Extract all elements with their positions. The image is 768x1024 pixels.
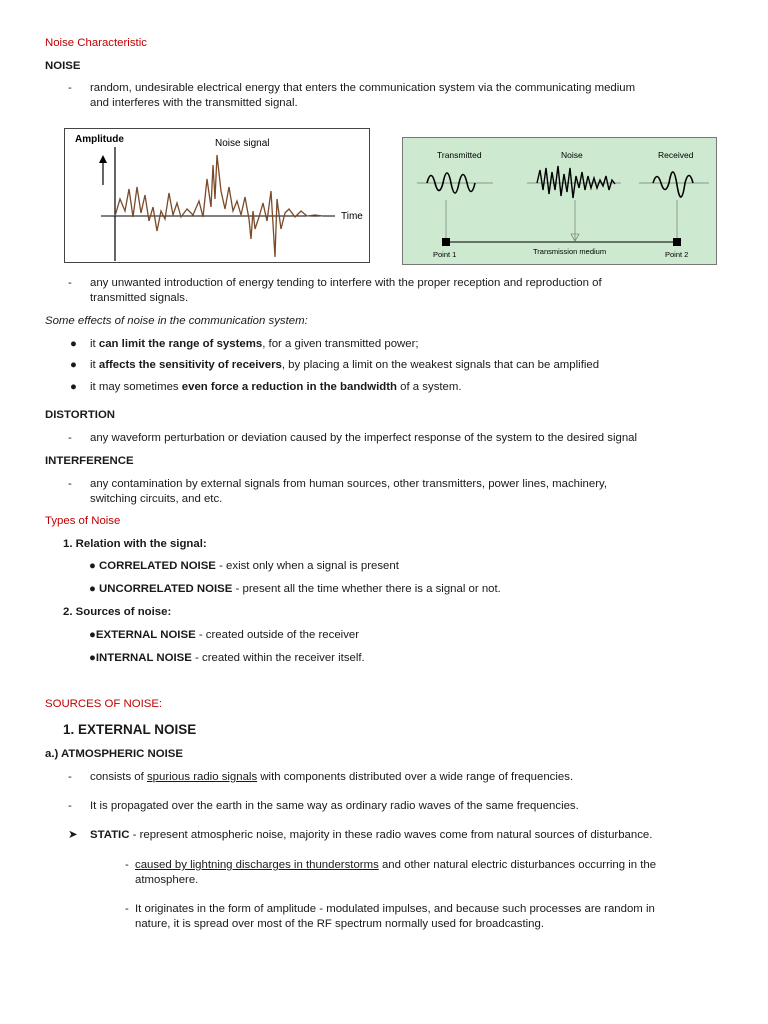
noise-def2-line2: transmitted signals.	[90, 292, 189, 304]
dash: -	[68, 478, 72, 490]
received-label: Received	[658, 150, 694, 160]
interference-def-line2: switching circuits, and etc.	[90, 493, 223, 505]
static-definition: STATIC - represent atmospheric noise, majority in these radio waves come from natural sources of disturbance.	[90, 829, 653, 841]
transmitted-wave	[427, 173, 475, 193]
types-item: ● CORRELATED NOISE - exist only when a signal is present	[89, 560, 399, 572]
noise-wave	[537, 166, 615, 198]
dash: -	[68, 771, 72, 783]
static-point2-line2: nature, it is spread over most of the RF spectrum normally used for broadcasting.	[135, 918, 544, 930]
point2-label: Point 2	[665, 250, 689, 259]
noise-waveform	[115, 155, 323, 257]
noise-signal-svg	[65, 129, 369, 262]
interference-heading: INTERFERENCE	[45, 455, 134, 467]
types-group2: 2. Sources of noise:	[63, 606, 172, 618]
sources-heading: SOURCES OF NOISE:	[45, 698, 163, 710]
bullet-icon: ●	[70, 381, 77, 393]
noise-def1-line1: random, undesirable electrical energy that enters the communication system via the communicating medium	[90, 82, 636, 94]
transmitted-label: Transmitted	[437, 150, 482, 160]
external-noise-heading: 1. EXTERNAL NOISE	[63, 722, 197, 737]
dash: -	[125, 903, 129, 915]
distortion-def: any waveform perturbation or deviation caused by the imperfect response of the system to the desired signal	[90, 432, 638, 444]
point2-marker	[673, 238, 681, 246]
dash: -	[68, 432, 72, 444]
dash: -	[68, 800, 72, 812]
dash: -	[68, 82, 72, 94]
noise-heading: NOISE	[45, 60, 81, 72]
arrow-head-up-icon	[99, 155, 107, 163]
effect-item: it affects the sensitivity of receivers, by placing a limit on the weakest signals that can be amplified	[90, 359, 600, 371]
atmospheric-point1: consists of spurious radio signals with components distributed over a wide range of frequencies.	[90, 771, 574, 783]
effect-item: it may sometimes even force a reduction in the bandwidth of a system.	[90, 381, 462, 393]
bullet-icon: ●	[70, 359, 77, 371]
transmission-svg	[403, 138, 716, 264]
noise-def1-line2: and interferes with the transmitted signal.	[90, 97, 298, 109]
dash: -	[125, 859, 129, 871]
time-label: Time	[341, 211, 363, 222]
transmission-medium-label: Transmission medium	[533, 247, 607, 256]
atmospheric-point2: It is propagated over the earth in the same way as ordinary radio waves of the same frequencies.	[90, 800, 579, 812]
arrow-bullet-icon: ➤	[68, 829, 78, 841]
transmission-figure	[402, 137, 717, 265]
types-group1: 1. Relation with the signal:	[63, 538, 207, 550]
noise-signal-label: Noise signal	[215, 138, 270, 149]
point1-label: Point 1	[433, 250, 457, 259]
static-point1-line2: atmosphere.	[135, 874, 199, 886]
types-heading: Types of Noise	[45, 515, 121, 527]
bullet-icon: ●	[70, 338, 77, 350]
effect-item: it can limit the range of systems, for a given transmitted power;	[90, 338, 419, 350]
effects-heading: Some effects of noise in the communication system:	[45, 315, 308, 327]
types-item: ●INTERNAL NOISE - created within the receiver itself.	[89, 652, 365, 664]
types-item: ● UNCORRELATED NOISE - present all the time whether there is a signal or not.	[89, 583, 501, 595]
page-title: Noise Characteristic	[45, 37, 147, 49]
noise-signal-figure	[64, 128, 370, 263]
noise-label: Noise	[561, 150, 583, 160]
dash: -	[68, 277, 72, 289]
types-item: ●EXTERNAL NOISE - created outside of the receiver	[89, 629, 360, 641]
amplitude-label: Amplitude	[75, 134, 124, 145]
interference-def-line1: any contamination by external signals from human sources, other transmitters, power lines, machinery,	[90, 478, 608, 490]
noise-def2-line1: any unwanted introduction of energy tending to interfere with the proper reception and reproduction of	[90, 277, 602, 289]
received-wave	[653, 172, 693, 197]
distortion-heading: DISTORTION	[45, 409, 116, 421]
atmospheric-heading: a.) ATMOSPHERIC NOISE	[45, 748, 183, 760]
static-point1-line1: caused by lightning discharges in thunderstorms and other natural electric disturbances occurring in the	[135, 859, 657, 871]
point1-marker	[442, 238, 450, 246]
static-point2-line1: It originates in the form of amplitude - modulated impulses, and because such processes are random in	[135, 903, 655, 915]
